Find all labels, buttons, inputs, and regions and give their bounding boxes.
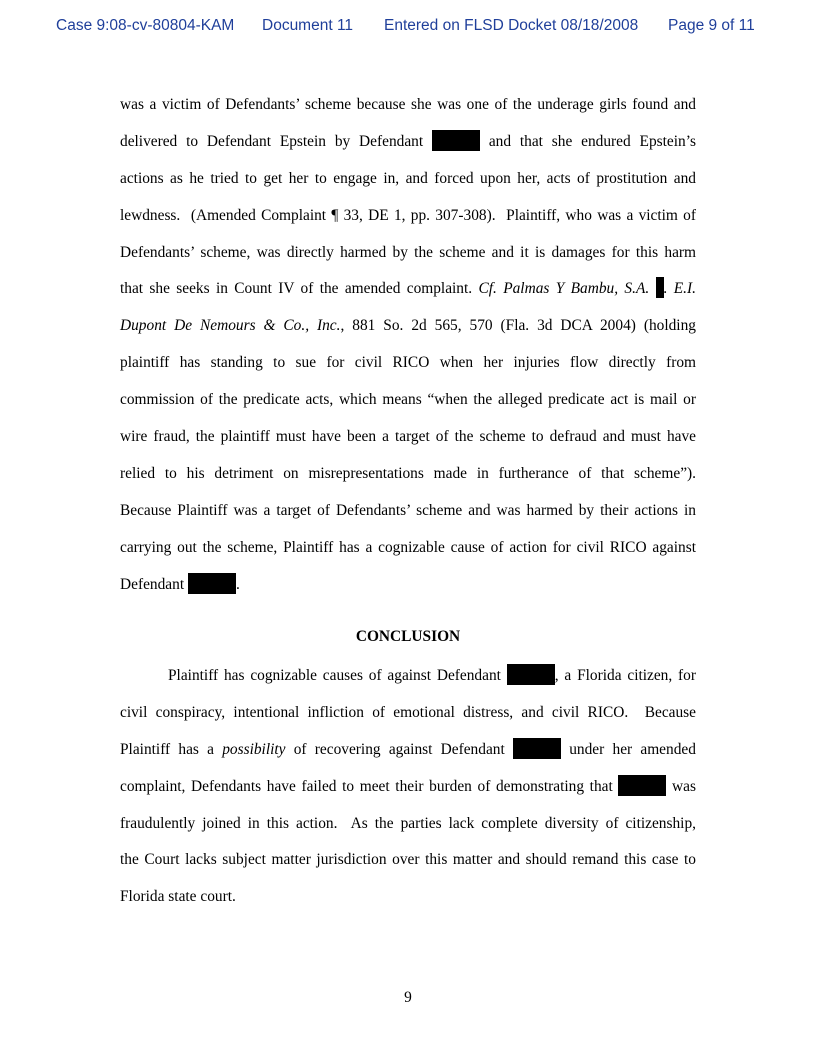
- section-heading-conclusion: CONCLUSION: [355, 628, 461, 645]
- text-line: that she seeks in Count IV of the amended complaint. Cf. Palmas Y Bambu, S.A. . E.I.: [120, 271, 696, 308]
- text-line: complaint, Defendants have failed to meet their burden of demonstrating that was: [120, 769, 696, 806]
- text-line: Because Plaintiff was a target of Defendants’ scheme and was harmed by their actions in: [120, 501, 696, 519]
- page-number: 9: [404, 989, 412, 1006]
- docket-header: [56, 17, 760, 37]
- text-line: lewdness. (Amended Complaint ¶ 33, DE 1, pp. 307-308). Plaintiff, who was a victim of: [120, 206, 696, 224]
- text-line: Florida state court.: [120, 888, 236, 906]
- text-line: wire fraud, the plaintiff must have been a target of the scheme to defraud and must have: [120, 428, 696, 446]
- redaction-block: [432, 130, 480, 151]
- text-line: civil conspiracy, intentional infliction of emotional distress, and civil RICO. Because: [120, 703, 696, 721]
- text-line: fraudulently joined in this action. As the parties lack complete diversity of citizenship,: [120, 814, 696, 832]
- text-line: Plaintiff has a possibility of recovering against Defendant under her amended: [120, 732, 696, 769]
- text-line: the Court lacks subject matter jurisdiction over this matter and should remand this case to: [120, 851, 696, 869]
- text-line: delivered to Defendant Epstein by Defendant and that she endured Epstein’s: [120, 124, 696, 161]
- case-number: Case 9:08-cv-80804-KAM: [56, 17, 235, 34]
- docket-entry-date: Entered on FLSD Docket 08/18/2008: [384, 17, 639, 34]
- text-line: carrying out the scheme, Plaintiff has a cognizable cause of action for civil RICO against: [120, 538, 696, 556]
- document-number: Document 11: [262, 17, 354, 34]
- text-line: Defendant .: [120, 567, 696, 604]
- page-count: Page 9 of 11: [668, 17, 755, 34]
- text-line: Defendants’ scheme, was directly harmed by the scheme and it is damages for this harm: [120, 243, 696, 261]
- text-line: Dupont De Nemours & Co., Inc., 881 So. 2d 565, 570 (Fla. 3d DCA 2004) (holding: [120, 317, 696, 335]
- text-line: actions as he tried to get her to engage in, and forced upon her, acts of prostitution and: [120, 169, 696, 187]
- redaction-block: [618, 775, 666, 796]
- redaction-block: [188, 573, 236, 594]
- paragraph-conclusion: [120, 658, 696, 916]
- text-line: plaintiff has standing to sue for civil RICO when her injuries flow directly from: [120, 354, 696, 372]
- paragraph-rico-standing: [120, 87, 696, 603]
- redaction-block: [656, 277, 664, 298]
- text-line: Plaintiff has cognizable causes of against Defendant , a Florida citizen, for: [120, 658, 696, 695]
- text-line: relied to his detriment on misrepresentations made in furtherance of that scheme”).: [120, 464, 696, 482]
- text-line: commission of the predicate acts, which means “when the alleged predicate act is mail or: [120, 391, 696, 409]
- text-line: was a victim of Defendants’ scheme because she was one of the underage girls found and: [120, 96, 696, 113]
- redaction-block: [513, 738, 561, 759]
- redaction-block: [507, 664, 555, 685]
